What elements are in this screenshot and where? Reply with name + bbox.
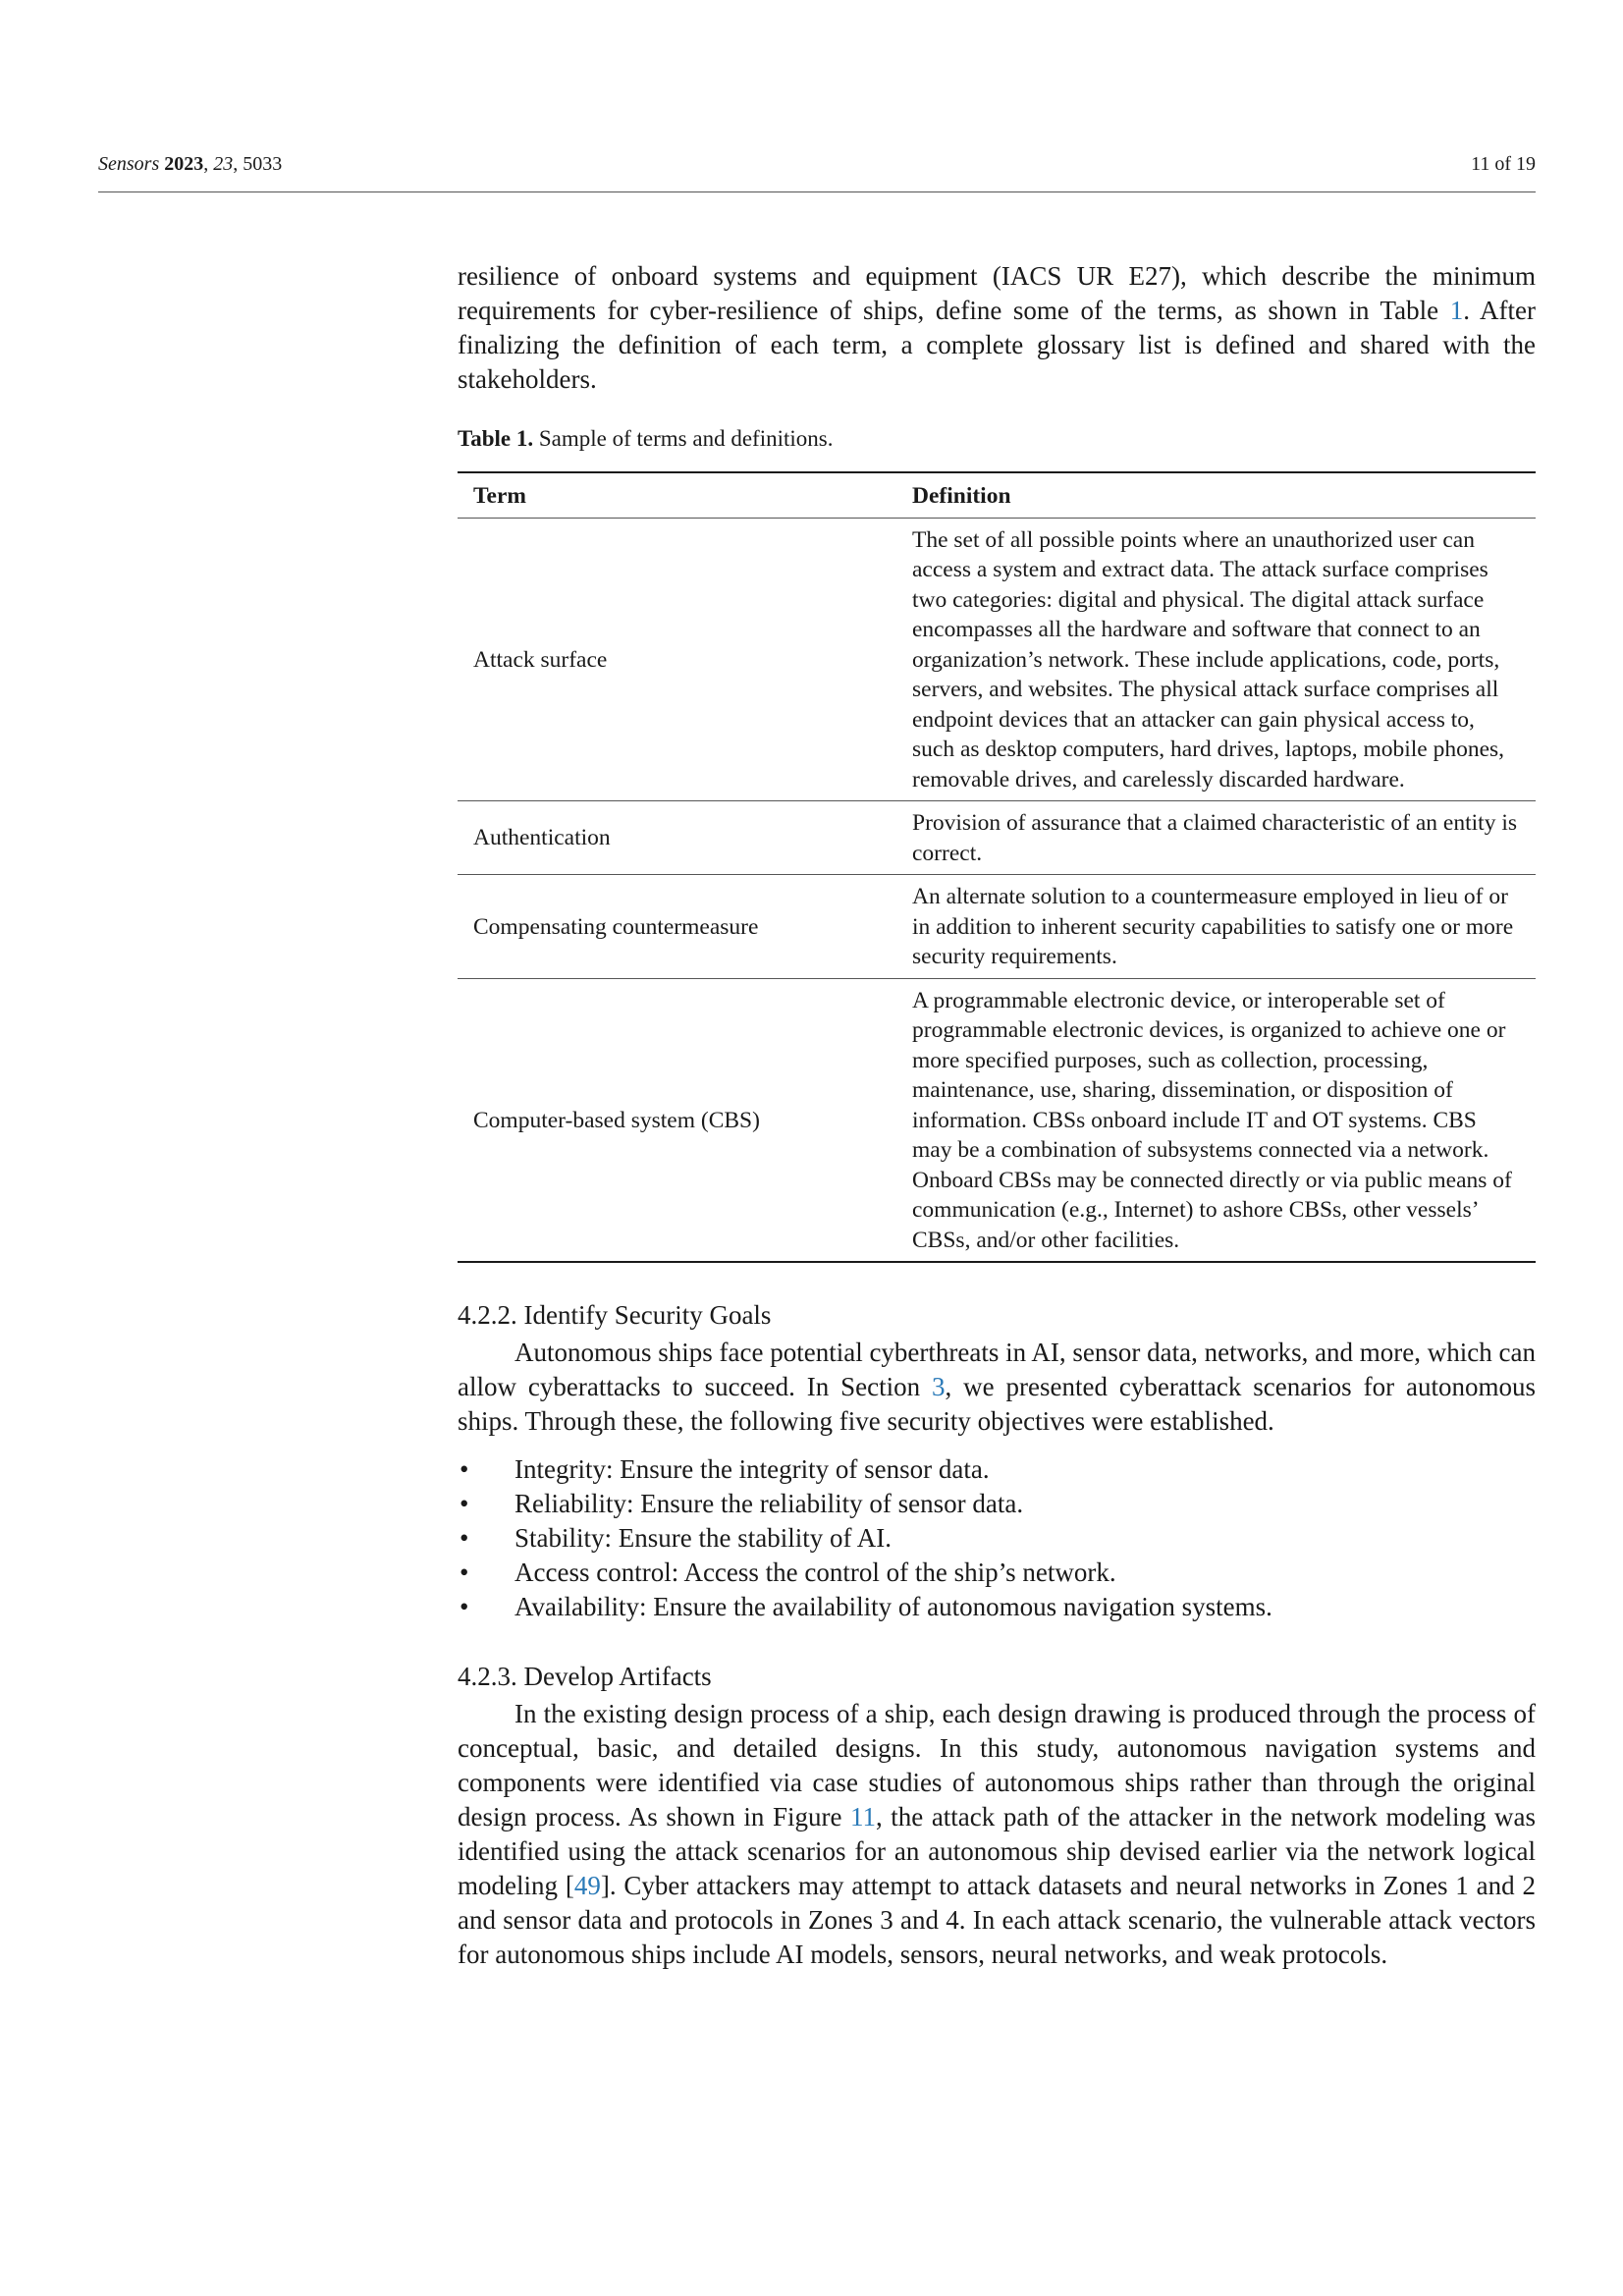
intro-paragraph <box>458 259 1536 397</box>
bullet-icon: • <box>460 1558 469 1587</box>
artifacts-text-2: , the attack path of the attacker in the network modeling was identified using the attack scenarios for an autonomous ship devised earlier via the network logical modeling [ <box>458 1802 1536 1900</box>
security-goals-list <box>458 1452 1536 1624</box>
table-reference-link[interactable]: 1 <box>1449 296 1464 325</box>
section-heading-4-2-3: 4.2.3. Develop Artifacts <box>458 1662 712 1691</box>
develop-artifacts-paragraph <box>458 1697 1536 1972</box>
term-cell: Attack surface <box>458 518 896 801</box>
bullet-icon: • <box>460 1592 469 1621</box>
list-item <box>458 1556 1536 1590</box>
main-content <box>458 259 1536 1972</box>
table-row <box>458 518 1536 801</box>
definition-cell: The set of all possible points where an unauthorized user can access a system and extract data. The attack surface comprises two categories: digital and physical. The digital attack surface encompasses all the hardware and software that connect to an organization’s network. These include applications, code, ports, servers, and websites. The physical attack surface comprises all endpoint devices that an attacker can gain physical access to, such as desktop computers, hard drives, laptops, mobile phones, removable drives, and carelessly discarded hardware. <box>896 518 1536 801</box>
intro-text-2: . After finalizing the definition of each term, a complete glossary list is defined and shared with the stakeholders. <box>458 296 1536 394</box>
bullet-icon: • <box>460 1489 469 1518</box>
artifacts-text-1: In the existing design process of a ship, each design drawing is produced through the process of conceptual, basic, and detailed designs. In this study, autonomous navigation systems and components were identified via case studies of autonomous ships rather than through the original design process. As shown in Figure <box>458 1699 1536 1831</box>
figure-reference-link[interactable]: 11 <box>850 1802 876 1831</box>
journal-name: Sensors <box>98 153 160 175</box>
table-caption-text: Sample of terms and definitions. <box>538 426 834 451</box>
bullet-icon: • <box>460 1454 469 1484</box>
definition-cell: Provision of assurance that a claimed characteristic of an entity is correct. <box>896 801 1536 875</box>
bullet-icon: • <box>460 1523 469 1553</box>
article-number: 5033 <box>243 153 283 175</box>
terms-table <box>458 471 1536 1263</box>
list-item <box>458 1590 1536 1624</box>
page-number: 11 of 19 <box>1471 153 1536 175</box>
list-item <box>458 1487 1536 1521</box>
goals-text-1: Autonomous ships face potential cyberthreats in AI, sensor data, networks, and more, which can allow cyberattacks to succeed. In Section <box>458 1338 1536 1401</box>
citation-link[interactable]: 49 <box>573 1871 601 1900</box>
section-reference-link[interactable]: 3 <box>932 1372 946 1401</box>
table-caption-label: Table 1. <box>458 426 534 451</box>
security-goals-paragraph <box>458 1336 1536 1439</box>
definition-cell: A programmable electronic device, or interoperable set of programmable electronic devices, is organized to achieve one or more specified purposes, such as collection, processing, maintenance, use, sharing, dissemination, or disposition of information. CBSs onboard include IT and OT systems. CBS may be a combination of subsystems connected via a network. Onboard CBSs may be connected directly or via public means of communication (e.g., Internet) to ashore CBSs, other vessels’ CBSs, and/or other facilities. <box>896 978 1536 1262</box>
table-row <box>458 875 1536 979</box>
table-row <box>458 801 1536 875</box>
journal-year: 2023 <box>164 153 204 175</box>
page-header <box>98 153 1536 176</box>
definition-cell: An alternate solution to a countermeasure employed in lieu of or in addition to inherent security capabilities to satisfy one or more security requirements. <box>896 875 1536 979</box>
term-cell: Computer-based system (CBS) <box>458 978 896 1262</box>
goal-text: Access control: Access the control of the ship’s network. <box>514 1558 1116 1587</box>
goal-text: Availability: Ensure the availability of autonomous navigation systems. <box>514 1592 1272 1621</box>
goal-text: Reliability: Ensure the reliability of sensor data. <box>514 1489 1024 1518</box>
intro-text-1: resilience of onboard systems and equipment (IACS UR E27), which describe the minimum requirements for cyber-resilience of ships, define some of the terms, as shown in Table <box>458 261 1536 325</box>
section-heading-4-2-2: 4.2.2. Identify Security Goals <box>458 1300 772 1330</box>
table-header-row <box>458 472 1536 518</box>
list-item <box>458 1452 1536 1487</box>
header-rule <box>98 191 1536 192</box>
goal-text: Integrity: Ensure the integrity of sensor data. <box>514 1454 990 1484</box>
table-row <box>458 978 1536 1262</box>
list-item <box>458 1521 1536 1556</box>
column-header-definition: Definition <box>896 472 1536 518</box>
column-header-term: Term <box>458 472 896 518</box>
journal-volume: 23 <box>213 153 234 175</box>
goals-text-2: , we presented cyberattack scenarios for autonomous ships. Through these, the following five security objectives were established. <box>458 1372 1536 1436</box>
artifacts-text-3: ]. Cyber attackers may attempt to attack datasets and neural networks in Zones 1 and 2 and sensor data and protocols in Zones 3 and 4. In each attack scenario, the vulnerable attack vectors for autonomous ships include AI models, sensors, neural networks, and weak protocols. <box>458 1871 1536 1969</box>
goal-text: Stability: Ensure the stability of AI. <box>514 1523 892 1553</box>
journal-citation: Sensors 2023, 23, 5033 <box>98 153 283 175</box>
term-cell: Compensating countermeasure <box>458 875 896 979</box>
term-cell: Authentication <box>458 801 896 875</box>
table-caption <box>458 426 1536 452</box>
